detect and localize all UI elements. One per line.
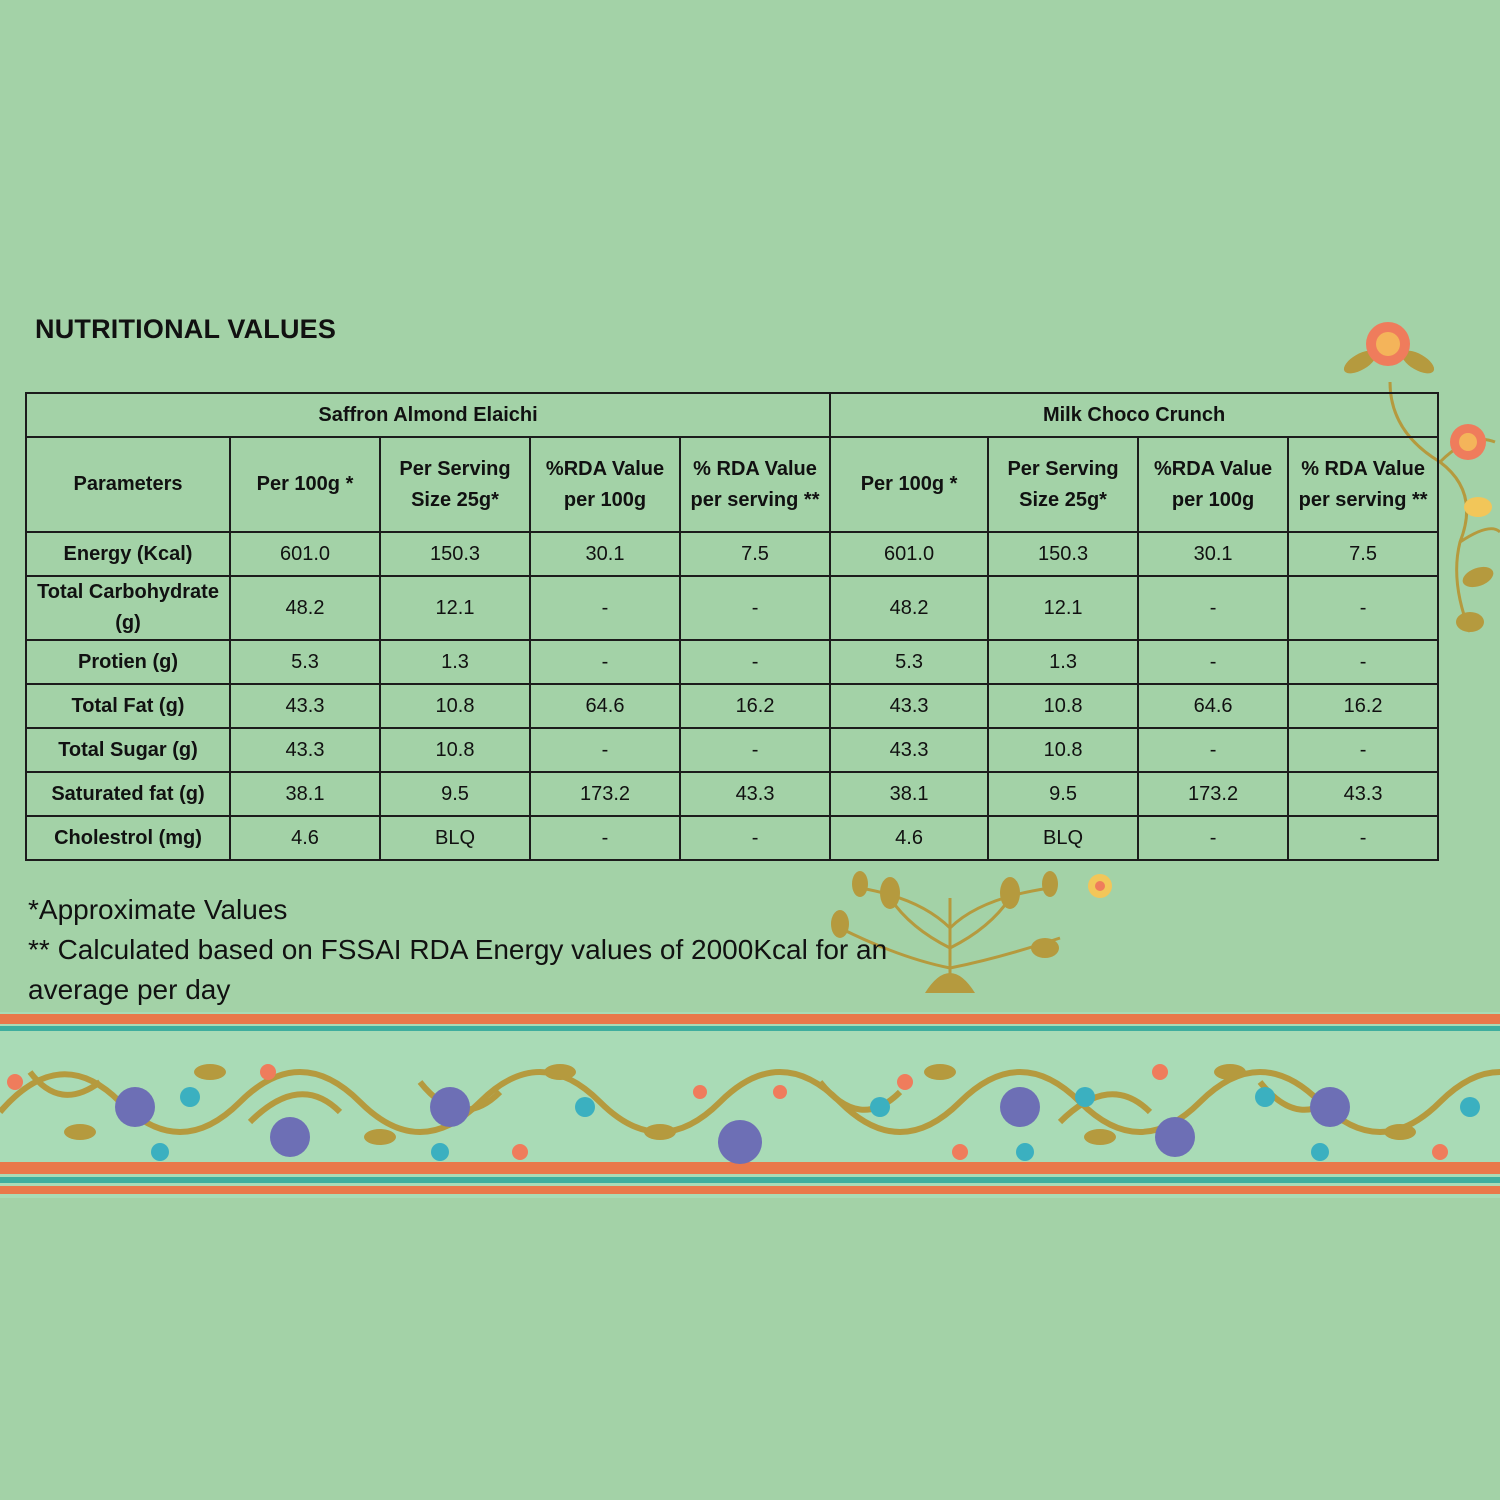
group-header-saffron: Saffron Almond Elaichi <box>26 393 830 437</box>
table-cell: 64.6 <box>1138 684 1288 728</box>
table-row <box>26 772 1438 816</box>
row-label: Total Sugar (g) <box>26 728 230 772</box>
table-cell: 12.1 <box>988 576 1138 640</box>
table-cell: 30.1 <box>530 532 680 576</box>
table-cell: 43.3 <box>830 728 988 772</box>
column-header-per-serving: Per Serving Size 25g* <box>380 437 530 532</box>
table-cell: 5.3 <box>830 640 988 684</box>
table-cell: 9.5 <box>380 772 530 816</box>
column-header-rda-100g: %RDA Value per 100g <box>530 437 680 532</box>
table-cell: - <box>1138 728 1288 772</box>
page-title: NUTRITIONAL VALUES <box>35 314 337 344</box>
table-cell: - <box>530 728 680 772</box>
table-cell: - <box>530 816 680 860</box>
table-cell: 1.3 <box>380 640 530 684</box>
column-header-per-100g: Per 100g * <box>230 437 380 532</box>
table-cell: 7.5 <box>1288 532 1438 576</box>
table-cell: - <box>1288 816 1438 860</box>
column-header-per-100g: Per 100g * <box>830 437 988 532</box>
table-cell: BLQ <box>380 816 530 860</box>
table-cell: 601.0 <box>830 532 988 576</box>
row-label: Total Carbohydrate (g) <box>26 576 230 640</box>
table-cell: 43.3 <box>1288 772 1438 816</box>
table-cell: 43.3 <box>680 772 830 816</box>
table-cell: 12.1 <box>380 576 530 640</box>
table-row <box>26 532 1438 576</box>
table-cell: 1.3 <box>988 640 1138 684</box>
floral-border-band <box>0 1012 1500 1198</box>
column-header-rda-serving: % RDA Value per serving ** <box>680 437 830 532</box>
table-cell: 43.3 <box>230 684 380 728</box>
table-cell: 150.3 <box>380 532 530 576</box>
table-cell: - <box>680 576 830 640</box>
column-header-rda-100g: %RDA Value per 100g <box>1138 437 1288 532</box>
nutrition-table <box>25 392 1439 861</box>
table-row <box>26 816 1438 860</box>
table-cell: - <box>1288 640 1438 684</box>
footnotes <box>28 890 958 1010</box>
table-cell: 601.0 <box>230 532 380 576</box>
row-label: Cholestrol (mg) <box>26 816 230 860</box>
table-cell: - <box>680 640 830 684</box>
row-label: Total Fat (g) <box>26 684 230 728</box>
table-row <box>26 728 1438 772</box>
table-cell: - <box>530 576 680 640</box>
table-cell: 9.5 <box>988 772 1138 816</box>
table-cell: - <box>680 728 830 772</box>
table-cell: 48.2 <box>230 576 380 640</box>
table-cell: 30.1 <box>1138 532 1288 576</box>
table-row <box>26 684 1438 728</box>
table-cell: - <box>1138 816 1288 860</box>
table-cell: 173.2 <box>1138 772 1288 816</box>
column-header-per-serving: Per Serving Size 25g* <box>988 437 1138 532</box>
table-cell: 7.5 <box>680 532 830 576</box>
table-cell: 10.8 <box>988 684 1138 728</box>
table-cell: 64.6 <box>530 684 680 728</box>
row-label: Saturated fat (g) <box>26 772 230 816</box>
table-cell: - <box>1288 728 1438 772</box>
table-cell: 4.6 <box>830 816 988 860</box>
table-cell: 43.3 <box>230 728 380 772</box>
table-cell: 38.1 <box>230 772 380 816</box>
table-cell: 43.3 <box>830 684 988 728</box>
table-cell: - <box>1138 576 1288 640</box>
table-cell: 48.2 <box>830 576 988 640</box>
footnote-approximate: *Approximate Values <box>28 894 288 925</box>
table-cell: 5.3 <box>230 640 380 684</box>
table-cell: 10.8 <box>380 684 530 728</box>
column-header-parameters: Parameters <box>26 437 230 532</box>
row-label: Protien (g) <box>26 640 230 684</box>
table-cell: BLQ <box>988 816 1138 860</box>
table-cell: 16.2 <box>680 684 830 728</box>
group-header-milk-choco: Milk Choco Crunch <box>830 393 1438 437</box>
table-cell: 10.8 <box>988 728 1138 772</box>
table-cell: - <box>680 816 830 860</box>
table-cell: 173.2 <box>530 772 680 816</box>
table-row <box>26 640 1438 684</box>
table-cell: - <box>530 640 680 684</box>
row-label: Energy (Kcal) <box>26 532 230 576</box>
table-cell: 150.3 <box>988 532 1138 576</box>
table-cell: - <box>1288 576 1438 640</box>
table-cell: - <box>1138 640 1288 684</box>
column-header-rda-serving: % RDA Value per serving ** <box>1288 437 1438 532</box>
table-cell: 10.8 <box>380 728 530 772</box>
table-cell: 16.2 <box>1288 684 1438 728</box>
table-row <box>26 576 1438 640</box>
table-cell: 4.6 <box>230 816 380 860</box>
table-cell: 38.1 <box>830 772 988 816</box>
footnote-fssai: ** Calculated based on FSSAI RDA Energy values of 2000Kcal for an average per day <box>28 934 888 1005</box>
